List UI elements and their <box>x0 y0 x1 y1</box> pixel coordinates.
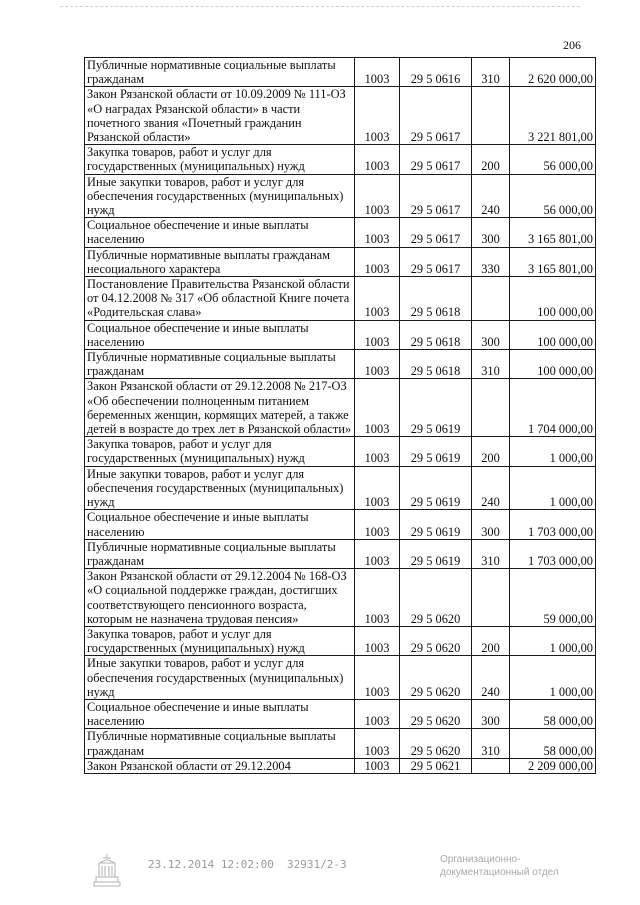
top-scan-edge <box>60 6 580 7</box>
row-section-cell: 1003 <box>355 145 400 174</box>
row-amount-cell: 1 000,00 <box>510 656 596 700</box>
row-target-code-cell: 29 5 0618 <box>400 277 472 321</box>
row-expense-type-cell <box>472 569 510 627</box>
row-section-cell: 1003 <box>355 277 400 321</box>
budget-table <box>84 57 596 774</box>
row-section-cell: 1003 <box>355 379 400 437</box>
row-target-code-cell: 29 5 0620 <box>400 569 472 627</box>
table-row <box>85 218 596 247</box>
row-expense-type-cell: 240 <box>472 174 510 218</box>
emblem-icon <box>92 852 122 888</box>
row-amount-cell: 2 620 000,00 <box>510 58 596 87</box>
row-expense-type-cell: 240 <box>472 466 510 510</box>
row-expense-type-cell: 310 <box>472 350 510 379</box>
row-section-cell: 1003 <box>355 87 400 145</box>
row-amount-cell: 3 165 801,00 <box>510 218 596 247</box>
row-amount-cell: 3 221 801,00 <box>510 87 596 145</box>
row-target-code-cell: 29 5 0620 <box>400 699 472 728</box>
table-row <box>85 729 596 758</box>
row-name-cell: Социальное обеспечение и иные выплаты населению <box>85 320 355 349</box>
table-row <box>85 569 596 627</box>
row-section-cell: 1003 <box>355 174 400 218</box>
row-section-cell: 1003 <box>355 510 400 539</box>
row-section-cell: 1003 <box>355 569 400 627</box>
row-amount-cell: 56 000,00 <box>510 145 596 174</box>
row-target-code-cell: 29 5 0620 <box>400 626 472 655</box>
row-name-cell: Постановление Правительства Рязанской области от 04.12.2008 № 317 «Об областной Книге почета «Родительская слава» <box>85 277 355 321</box>
footer <box>0 852 640 892</box>
row-name-cell: Закон Рязанской области от 29.12.2008 № 217-ОЗ «Об обеспечении полноценным питанием беременных женщин, кормящих матерей, а также детей в возрасте до трех лет в Рязанской области» <box>85 379 355 437</box>
row-amount-cell: 2 209 000,00 <box>510 758 596 773</box>
table-row <box>85 539 596 568</box>
row-amount-cell: 1 703 000,00 <box>510 539 596 568</box>
footer-datetime: 23.12.2014 12:02:00 <box>148 858 274 871</box>
row-target-code-cell: 29 5 0619 <box>400 510 472 539</box>
row-target-code-cell: 29 5 0619 <box>400 379 472 437</box>
row-target-code-cell: 29 5 0619 <box>400 466 472 510</box>
row-name-cell: Публичные нормативные социальные выплаты гражданам <box>85 350 355 379</box>
row-target-code-cell: 29 5 0619 <box>400 437 472 466</box>
row-target-code-cell: 29 5 0617 <box>400 174 472 218</box>
row-section-cell: 1003 <box>355 350 400 379</box>
footer-department-line1: Организационно- <box>440 854 521 865</box>
row-name-cell: Закон Рязанской области от 29.12.2004 <box>85 758 355 773</box>
table-row <box>85 87 596 145</box>
row-amount-cell: 3 165 801,00 <box>510 247 596 276</box>
table-row <box>85 510 596 539</box>
row-name-cell: Иные закупки товаров, работ и услуг для обеспечения государственных (муниципальных) нужд <box>85 466 355 510</box>
row-expense-type-cell: 300 <box>472 218 510 247</box>
row-name-cell: Закупка товаров, работ и услуг для государственных (муниципальных) нужд <box>85 145 355 174</box>
row-target-code-cell: 29 5 0619 <box>400 539 472 568</box>
table-row <box>85 350 596 379</box>
row-amount-cell: 1 000,00 <box>510 626 596 655</box>
row-amount-cell: 100 000,00 <box>510 277 596 321</box>
row-target-code-cell: 29 5 0618 <box>400 320 472 349</box>
budget-table-body <box>85 58 596 774</box>
row-name-cell: Публичные нормативные выплаты гражданам несоциального характера <box>85 247 355 276</box>
row-section-cell: 1003 <box>355 656 400 700</box>
table-row <box>85 699 596 728</box>
row-expense-type-cell: 310 <box>472 58 510 87</box>
row-expense-type-cell: 310 <box>472 539 510 568</box>
row-amount-cell: 100 000,00 <box>510 320 596 349</box>
row-amount-cell: 1 000,00 <box>510 466 596 510</box>
row-expense-type-cell: 200 <box>472 626 510 655</box>
row-amount-cell: 58 000,00 <box>510 729 596 758</box>
row-section-cell: 1003 <box>355 437 400 466</box>
row-target-code-cell: 29 5 0621 <box>400 758 472 773</box>
table-row <box>85 466 596 510</box>
table-row <box>85 174 596 218</box>
table-row <box>85 145 596 174</box>
row-expense-type-cell: 300 <box>472 699 510 728</box>
table-row <box>85 758 596 773</box>
row-expense-type-cell: 240 <box>472 656 510 700</box>
row-expense-type-cell <box>472 758 510 773</box>
row-amount-cell: 56 000,00 <box>510 174 596 218</box>
table-row <box>85 656 596 700</box>
row-name-cell: Социальное обеспечение и иные выплаты населению <box>85 218 355 247</box>
row-expense-type-cell <box>472 87 510 145</box>
row-target-code-cell: 29 5 0620 <box>400 729 472 758</box>
row-target-code-cell: 29 5 0618 <box>400 350 472 379</box>
row-name-cell: Иные закупки товаров, работ и услуг для обеспечения государственных (муниципальных) нужд <box>85 174 355 218</box>
row-name-cell: Социальное обеспечение и иные выплаты населению <box>85 510 355 539</box>
row-amount-cell: 59 000,00 <box>510 569 596 627</box>
row-name-cell: Закон Рязанской области от 10.09.2009 № 111-ОЗ «О наградах Рязанской области» в части почетного звания «Почетный гражданин Рязанской области» <box>85 87 355 145</box>
row-name-cell: Закон Рязанской области от 29.12.2004 № 168-ОЗ «О социальной поддержке граждан, достигших соответствующего пенсионного возраста, которым не назначена трудовая пенсия» <box>85 569 355 627</box>
row-section-cell: 1003 <box>355 626 400 655</box>
table-row <box>85 379 596 437</box>
row-expense-type-cell: 300 <box>472 320 510 349</box>
row-expense-type-cell: 200 <box>472 437 510 466</box>
row-section-cell: 1003 <box>355 699 400 728</box>
row-name-cell: Закупка товаров, работ и услуг для государственных (муниципальных) нужд <box>85 626 355 655</box>
row-section-cell: 1003 <box>355 758 400 773</box>
row-expense-type-cell <box>472 277 510 321</box>
page-number: 206 <box>563 38 581 52</box>
row-amount-cell: 1 000,00 <box>510 437 596 466</box>
row-name-cell: Социальное обеспечение и иные выплаты населению <box>85 699 355 728</box>
row-section-cell: 1003 <box>355 218 400 247</box>
row-target-code-cell: 29 5 0617 <box>400 145 472 174</box>
row-expense-type-cell: 300 <box>472 510 510 539</box>
row-target-code-cell: 29 5 0616 <box>400 58 472 87</box>
row-section-cell: 1003 <box>355 247 400 276</box>
row-target-code-cell: 29 5 0617 <box>400 247 472 276</box>
row-expense-type-cell: 200 <box>472 145 510 174</box>
footer-department-line2: документационный отдел <box>440 867 559 878</box>
row-amount-cell: 100 000,00 <box>510 350 596 379</box>
row-section-cell: 1003 <box>355 320 400 349</box>
row-name-cell: Иные закупки товаров, работ и услуг для обеспечения государственных (муниципальных) нужд <box>85 656 355 700</box>
table-row <box>85 626 596 655</box>
row-name-cell: Закупка товаров, работ и услуг для государственных (муниципальных) нужд <box>85 437 355 466</box>
row-amount-cell: 1 703 000,00 <box>510 510 596 539</box>
table-row <box>85 277 596 321</box>
row-name-cell: Публичные нормативные социальные выплаты гражданам <box>85 539 355 568</box>
row-target-code-cell: 29 5 0617 <box>400 218 472 247</box>
row-expense-type-cell: 310 <box>472 729 510 758</box>
footer-doc-code: 32931/2-3 <box>287 858 347 871</box>
table-row <box>85 437 596 466</box>
row-name-cell: Публичные нормативные социальные выплаты гражданам <box>85 58 355 87</box>
table-row <box>85 247 596 276</box>
row-target-code-cell: 29 5 0617 <box>400 87 472 145</box>
row-section-cell: 1003 <box>355 729 400 758</box>
row-target-code-cell: 29 5 0620 <box>400 656 472 700</box>
table-row <box>85 320 596 349</box>
row-amount-cell: 58 000,00 <box>510 699 596 728</box>
row-name-cell: Публичные нормативные социальные выплаты гражданам <box>85 729 355 758</box>
row-expense-type-cell <box>472 379 510 437</box>
row-section-cell: 1003 <box>355 466 400 510</box>
row-amount-cell: 1 704 000,00 <box>510 379 596 437</box>
row-section-cell: 1003 <box>355 58 400 87</box>
footer-department <box>440 853 559 879</box>
row-section-cell: 1003 <box>355 539 400 568</box>
table-row <box>85 58 596 87</box>
row-expense-type-cell: 330 <box>472 247 510 276</box>
